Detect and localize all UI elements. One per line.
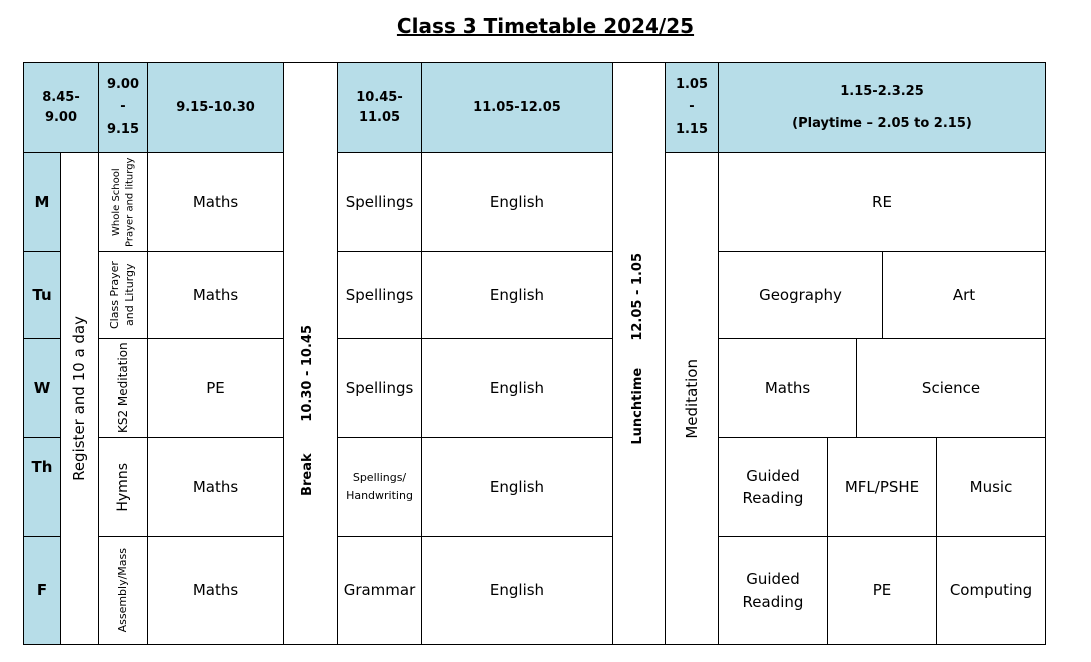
afternoon-cell-friday-3: Computing bbox=[936, 536, 1046, 645]
afternoon-cell-friday-2: PE bbox=[827, 536, 937, 645]
lunchtime-label: Lunchtime bbox=[630, 367, 645, 445]
header-time-slot-7-label: 1.15-2.3.25 bbox=[840, 84, 924, 100]
english-cell-friday: English bbox=[421, 536, 613, 645]
worship-cell-tuesday bbox=[98, 251, 148, 339]
afternoon-cell-wednesday-1: Maths bbox=[718, 338, 857, 438]
break-column bbox=[283, 62, 338, 645]
worship-label-thursday: Hymns bbox=[114, 462, 131, 512]
morning-cell-friday: Maths bbox=[147, 536, 284, 645]
header-time-slot-2-start: 9.00 bbox=[106, 77, 140, 93]
header-time-slot-1 bbox=[23, 62, 99, 153]
header-playtime-note: (Playtime – 2.05 to 2.15) bbox=[792, 115, 972, 131]
lunchtime-time: 12.05 - 1.05 bbox=[630, 253, 645, 341]
morning-cell-monday: Maths bbox=[147, 152, 284, 252]
short-session-cell-monday: Spellings bbox=[337, 152, 422, 252]
afternoon-cell-friday-1 bbox=[718, 536, 828, 645]
morning-cell-tuesday: Maths bbox=[147, 251, 284, 339]
lunchtime-column-text bbox=[628, 253, 648, 445]
day-cell-wednesday: W bbox=[23, 338, 61, 438]
header-time-slot-5-label: 11.05-12.05 bbox=[473, 99, 561, 115]
header-time-slot-6-end: 1.15 bbox=[675, 121, 709, 137]
day-cell-monday: M bbox=[23, 152, 61, 252]
header-time-slot-6-dash: - bbox=[689, 99, 695, 115]
worship-label-friday: Assembly/Mass bbox=[115, 548, 129, 633]
day-label-thursday: Th bbox=[31, 458, 53, 476]
afternoon-cell-thursday-3: Music bbox=[936, 437, 1046, 537]
morning-cell-thursday: Maths bbox=[147, 437, 284, 537]
page-title: Class 3 Timetable 2024/25 bbox=[396, 14, 695, 38]
header-time-slot-7 bbox=[718, 62, 1046, 153]
english-cell-wednesday: English bbox=[421, 338, 613, 438]
header-time-slot-4 bbox=[337, 62, 422, 153]
worship-label-monday: Whole School Prayer and liturgy bbox=[110, 157, 135, 247]
worship-cell-wednesday bbox=[98, 338, 148, 438]
header-time-slot-2 bbox=[98, 62, 148, 153]
register-label: Register and 10 a day bbox=[70, 316, 89, 481]
day-cell-thursday bbox=[23, 437, 61, 537]
english-cell-thursday: English bbox=[421, 437, 613, 537]
morning-cell-wednesday: PE bbox=[147, 338, 284, 438]
header-time-slot-2-end: 9.15 bbox=[106, 121, 140, 137]
short-session-cell-friday: Grammar bbox=[337, 536, 422, 645]
register-column bbox=[60, 152, 99, 645]
afternoon-cell-thursday-1 bbox=[718, 437, 828, 537]
short-session-cell-wednesday: Spellings bbox=[337, 338, 422, 438]
meditation-label: Meditation bbox=[682, 358, 701, 439]
worship-cell-monday bbox=[98, 152, 148, 252]
header-time-slot-6 bbox=[665, 62, 719, 153]
header-time-slot-4-label: 10.45-11.05 bbox=[356, 90, 403, 125]
afternoon-cell-thursday-2: MFL/PSHE bbox=[827, 437, 937, 537]
worship-label-wednesday: KS2 Meditation bbox=[115, 342, 130, 434]
afternoon-label-friday-1: Guided Reading bbox=[742, 570, 804, 611]
header-time-slot-5 bbox=[421, 62, 613, 153]
header-time-slot-6-start: 1.05 bbox=[675, 77, 709, 93]
afternoon-cell-wednesday-2: Science bbox=[856, 338, 1046, 438]
header-time-slot-1-label: 8.45-9.00 bbox=[42, 90, 80, 125]
header-time-slot-3-label: 9.15-10.30 bbox=[176, 99, 255, 115]
worship-cell-friday bbox=[98, 536, 148, 645]
break-column-text bbox=[298, 325, 318, 496]
afternoon-cell-tuesday-2: Art bbox=[882, 251, 1046, 339]
break-time: 10.30 - 10.45 bbox=[300, 325, 315, 422]
break-label: Break bbox=[300, 453, 315, 496]
short-session-label-thursday: Spellings/ Handwriting bbox=[346, 471, 413, 502]
afternoon-cell-tuesday-1: Geography bbox=[718, 251, 883, 339]
day-cell-friday: F bbox=[23, 536, 61, 645]
meditation-column bbox=[665, 152, 719, 645]
lunchtime-column bbox=[612, 62, 666, 645]
afternoon-cell-monday-1: RE bbox=[718, 152, 1046, 252]
english-cell-monday: English bbox=[421, 152, 613, 252]
worship-label-tuesday: Class Prayer and Liturgy bbox=[108, 261, 136, 329]
day-cell-tuesday: Tu bbox=[23, 251, 61, 339]
worship-cell-thursday bbox=[98, 437, 148, 537]
afternoon-label-thursday-1: Guided Reading bbox=[742, 466, 804, 507]
header-time-slot-3 bbox=[147, 62, 284, 153]
short-session-cell-tuesday: Spellings bbox=[337, 251, 422, 339]
short-session-cell-thursday bbox=[337, 437, 422, 537]
english-cell-tuesday: English bbox=[421, 251, 613, 339]
header-time-slot-2-dash: - bbox=[120, 99, 126, 115]
